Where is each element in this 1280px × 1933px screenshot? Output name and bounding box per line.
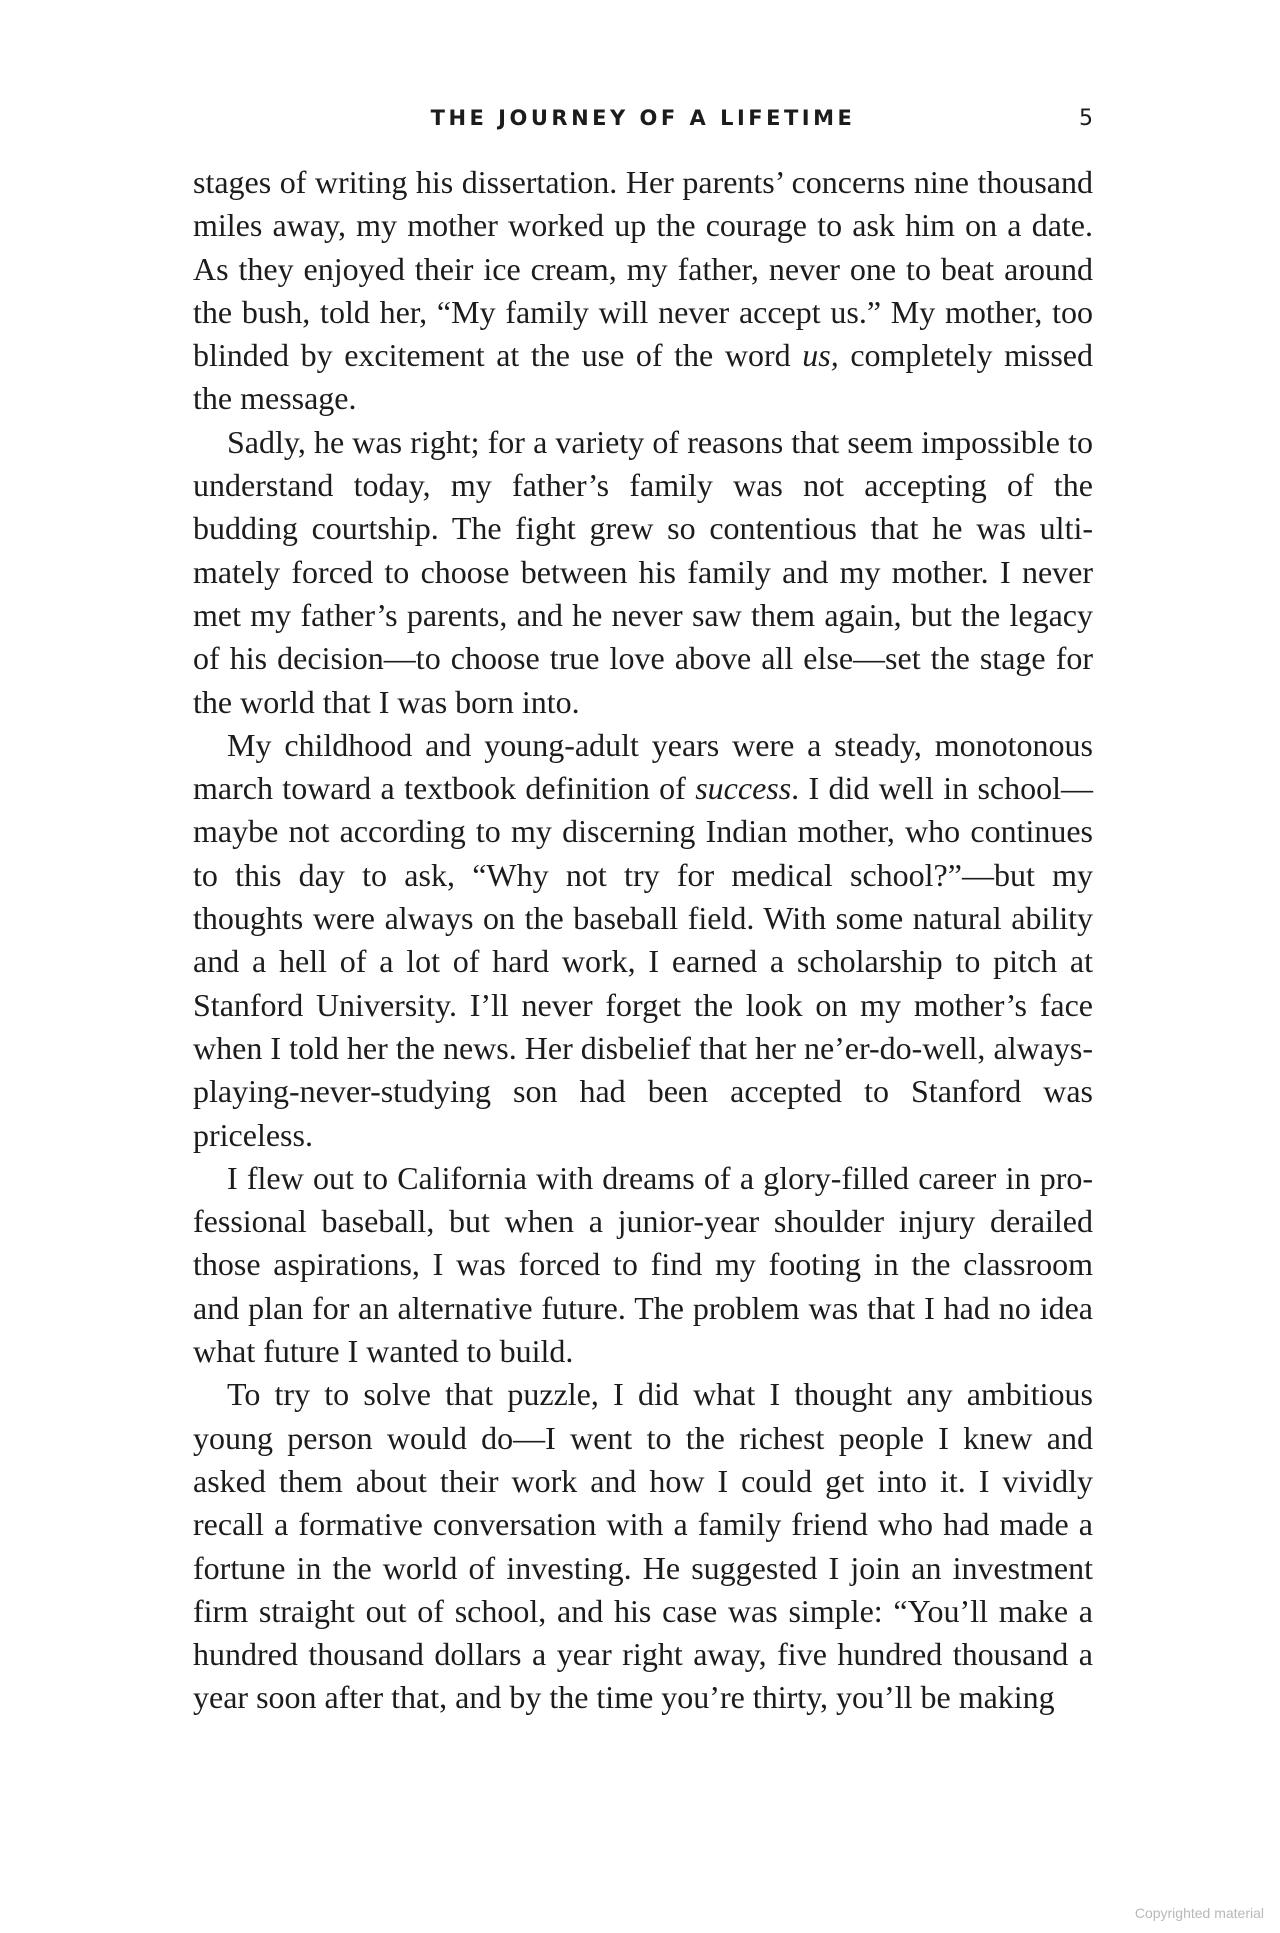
paragraph-3 [193,724,1093,1157]
page-number: 5 [1079,106,1093,131]
paragraph-1-text-a: stages of writing his dissertation. Her parents’ concerns nine thousand miles away, my mother worked up the courage to ask him on a date. As they enjoyed their ice cream, my father, never one to beat around the bush, told her, “My family will never accept us.” My mother, too blinded by excitement at the use of the word [193,164,1093,374]
emphasis-success: success [695,770,792,807]
emphasis-us: us, [802,337,839,374]
copyright-watermark: Copyrighted material [1134,1905,1264,1921]
paragraph-4 [193,1157,1093,1373]
paragraph-5 [193,1373,1093,1719]
paragraph-1-text-b: completely missed the message. [193,337,1094,417]
paragraph-1 [193,161,1093,421]
running-head [193,106,1093,136]
paragraph-2-text: Sadly, he was right; for a variety of reasons that seem impossible to understand today, my father’s family was not accepting of the budding courtship. The fight grew so contentious that he was ultimately forced to choose between his family and my mother. I never met my father’s parents, and he never saw them again, but the legacy of his decision—to choose true love above all else—set the stage for the world that I was born into. [193,423,1093,720]
paragraph-5-text: To try to solve that puzzle, I did what I thought any ambitious young person would do—I went to the richest people I knew and asked them about their work and how I could get into it. I vividly recall a formative conversation with a family friend who had made a fortune in the world of investing. He suggested I join an investment firm straight out of school, and his case was simple: “You’ll make a hundred thousand dollars a year right away, five hundred thousand a year soon after that, and by the time you’re thirty, you’ll be making [193,1376,1093,1716]
paragraph-4-text: I flew out to California with dreams of a glory-filled career in professional baseball, but when a junior-year shoulder injury derailed those aspirations, I was forced to find my footing in the classroom and plan for an alternative future. The problem was that I had no idea what future I wanted to build. [193,1159,1093,1370]
body-text [193,161,1093,1720]
paragraph-3-text-a: My childhood and young-adult years were a steady, monotonous march toward a textbook definition of [193,726,1093,807]
paragraph-3-text-b: . I did well in school—maybe not according to my discerning Indian mother, who continues to this day to ask, “Why not try for medical school?”—but my thoughts were always on the baseball field. With some natural ability and a hell of a lot of hard work, I earned a scholarship to pitch at Stanford University. I’ll never forget the look on my mother’s face when I told her the news. Her disbelief that her ne’er-do-well, always-playing-never-studying son had been accepted to Stanford was priceless. [193,770,1094,1153]
running-title: THE JOURNEY OF A LIFETIME [430,106,856,130]
paragraph-2 [193,421,1093,724]
